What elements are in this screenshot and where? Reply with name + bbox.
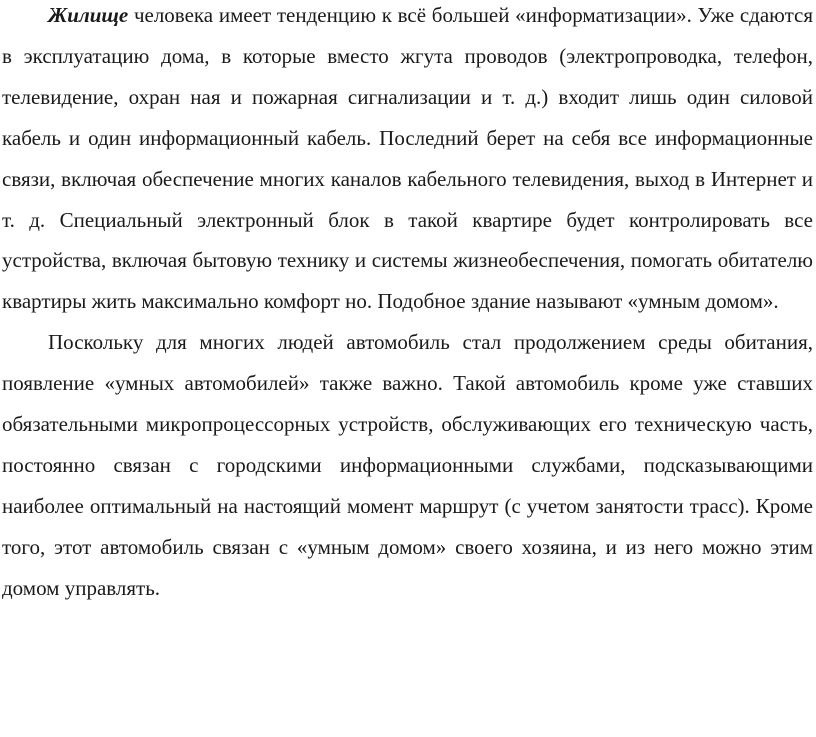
paragraph-smart-car	[2, 322, 813, 608]
paragraph-body-text: человека имеет тенденцию к всё большей «информатизации». Уже сдаются в эксплуатацию дома, в которые вместо жгута проводов (электропроводка, телефон, телевидение, охран ная и пожарная сигнализации и т. д.) входит лишь один силовой кабель и один информационный кабель. Последний берет на себя все информационные связи, включая обеспечение многих каналов кабельного телевидения, выход в Интернет и т. д. Специальный электронный блок в такой квартире будет контролировать все устройства, включая бытовую технику и системы жизнеобеспечения, помогать обитателю квартиры жить максимально комфорт но. Подобное здание называют «умным домом».	[2, 3, 813, 314]
paragraph-lead-term: Жилище	[48, 3, 129, 27]
paragraph-smart-home	[2, 0, 813, 322]
paragraph-body-text: Поскольку для многих людей автомобиль стал продолжением среды обитания, появление «умных автомобилей» также важно. Такой автомобиль кроме уже ставших обязательными микропроцессорных устройств, обслуживающих его техническую часть, постоянно связан с городскими информационными службами, подсказывающими наиболее оптимальный на настоящий момент маршрут (с учетом занятости трасс). Кроме того, этот автомобиль связан с «умным домом» своего хозяина, и из него можно этим домом управлять.	[2, 330, 813, 600]
